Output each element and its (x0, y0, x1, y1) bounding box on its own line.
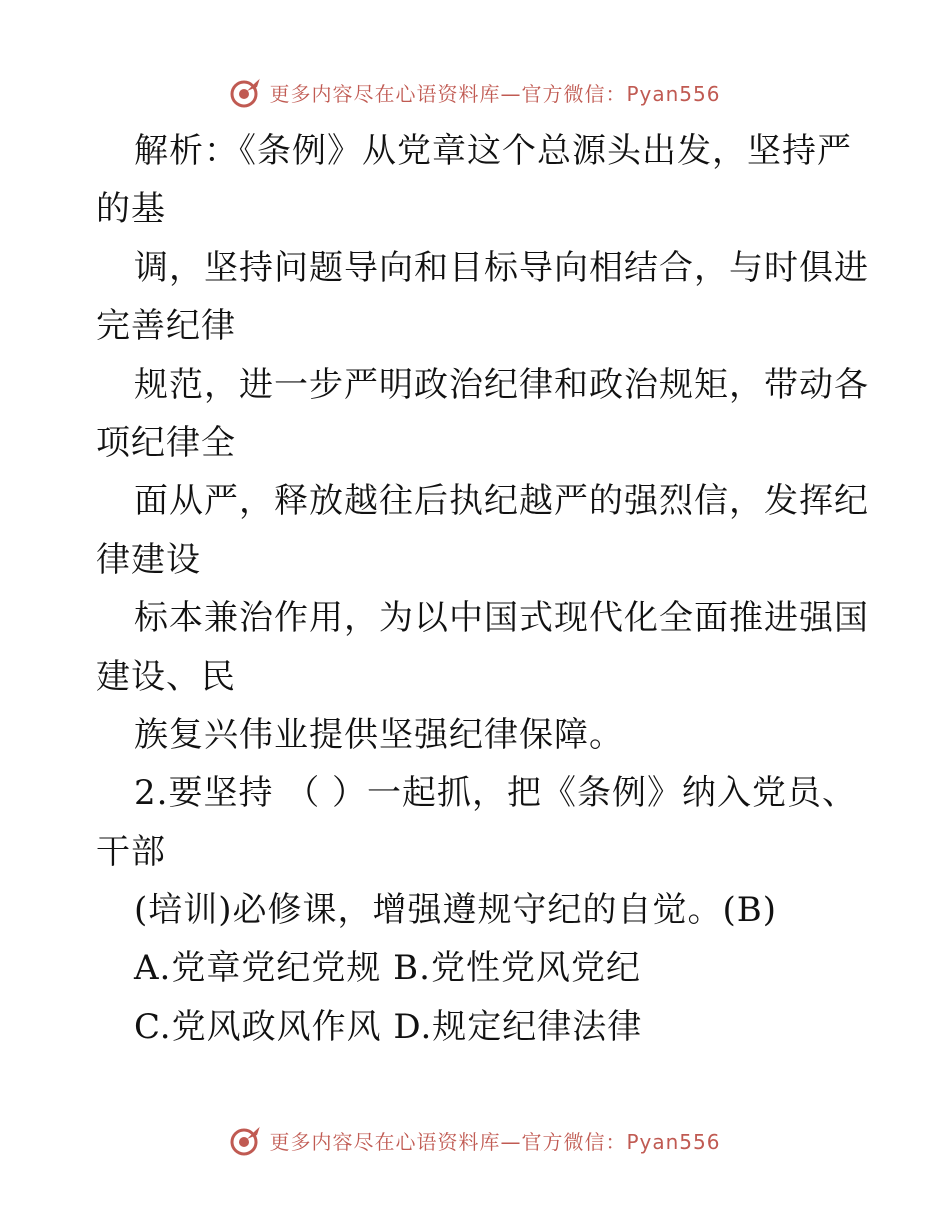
watermark-text: 更多内容尽在心语资料库—官方微信：Pyan556 (269, 81, 721, 106)
question-line: 干部 (96, 831, 166, 872)
document-body (96, 122, 869, 1056)
question-line: (培训)必修课，增强遵规守纪的自觉。(B) (134, 890, 778, 931)
answer-options: C.党风政风作风 D.规定纪律法律 (134, 1006, 643, 1047)
text-line: 建设、民 (96, 656, 236, 697)
quill-logo-icon (229, 75, 263, 109)
text-line: 解析：《条例》从党章这个总源头出发，坚持严 (134, 131, 852, 171)
text-line: 族复兴伟业提供坚强纪律保障。 (134, 714, 624, 755)
text-line: 面从严，释放越往后执纪越严的强烈信，发挥纪 (134, 481, 869, 522)
text-line: 规范，进一步严明政治纪律和政治规矩，带动各 (134, 364, 869, 405)
answer-options: A.党章党纪党规 B.党性党风党纪 (134, 948, 641, 989)
text-line: 律建设 (96, 539, 201, 580)
footer-watermark (0, 1120, 950, 1160)
quill-logo-icon (229, 1123, 263, 1157)
header-watermark (0, 72, 950, 112)
text-line: 项纪律全 (96, 422, 236, 463)
watermark-text: 更多内容尽在心语资料库—官方微信：Pyan556 (269, 1129, 721, 1154)
text-line: 调，坚持问题导向和目标导向相结合，与时俱进 (134, 247, 869, 288)
text-line: 标本兼治作用，为以中国式现代化全面推进强国 (134, 598, 869, 639)
question-line: 2.要坚持 （ ）一起抓，把《条例》纳入党员、 (134, 773, 858, 814)
text-line: 的基 (96, 189, 166, 230)
text-line: 完善纪律 (96, 306, 236, 347)
